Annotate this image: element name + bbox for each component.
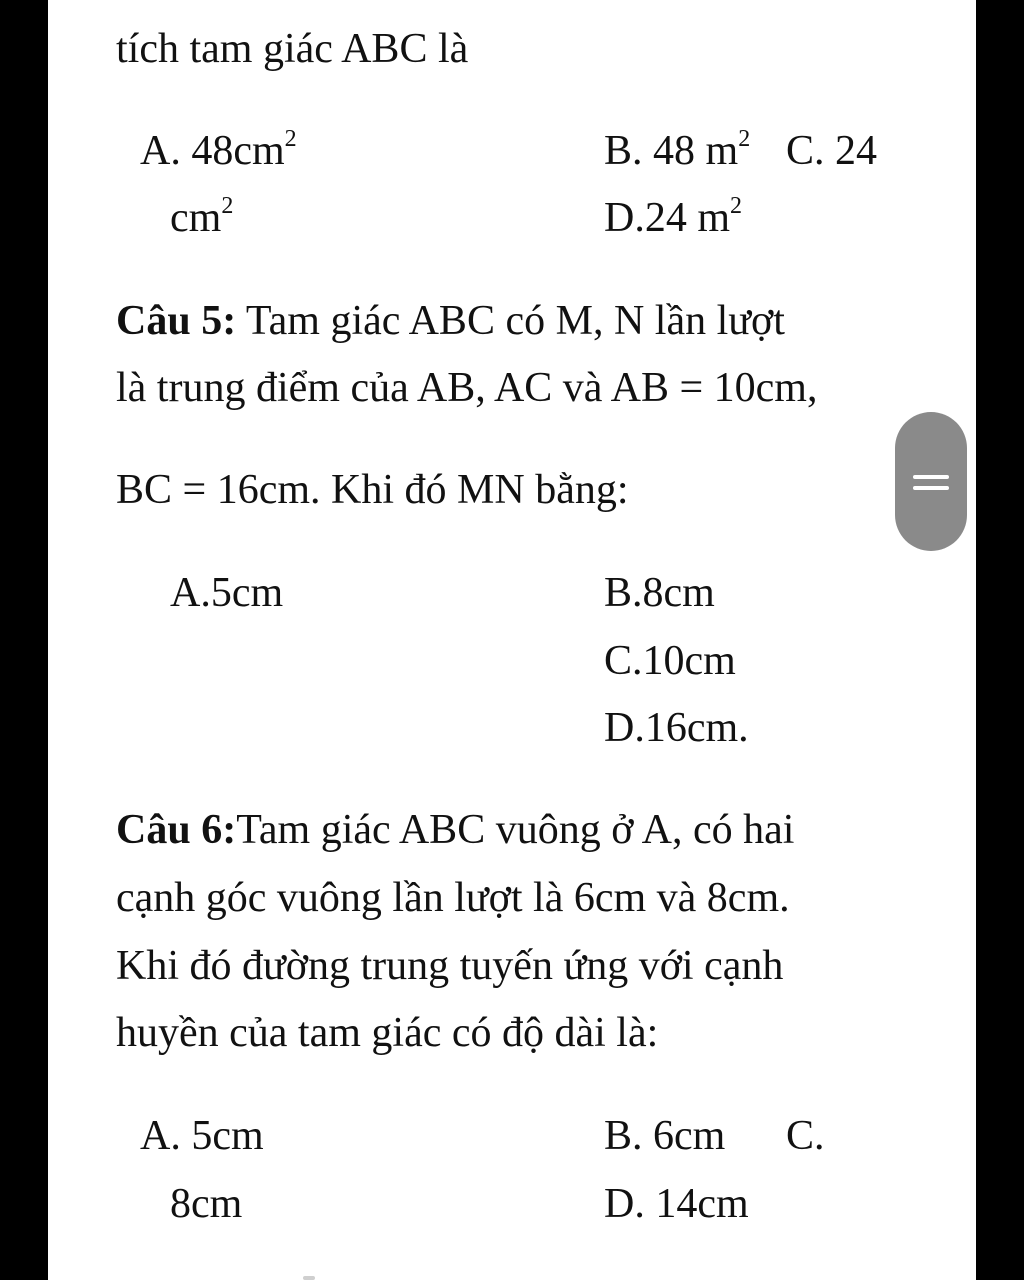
q6-option-c: C.	[786, 1113, 825, 1159]
q5-line-1: Câu 5: Tam giác ABC có M, N lần lượt	[116, 298, 785, 344]
q5-line-3: BC = 16cm. Khi đó MN bằng:	[116, 467, 629, 513]
q5-option-b: B.8cm	[604, 570, 715, 616]
page-edge-mark	[303, 1276, 315, 1280]
q4-option-a: A. $48cm^2$	[140, 126, 297, 174]
q6-line-3: Khi đó đường trung tuyến ứng với cạnh	[116, 943, 784, 989]
q6-option-a: A. 5cm	[140, 1113, 264, 1159]
q6-label: Câu 6:	[116, 807, 237, 853]
intro-line: tích tam giác ABC là	[116, 26, 469, 72]
q6-option-d: D. 14cm	[604, 1181, 749, 1227]
q6-option-c-value: 8cm	[170, 1181, 243, 1227]
q4-option-b: B. 48 $m^2$	[604, 126, 751, 174]
scroll-handle[interactable]	[895, 412, 967, 551]
q5-option-d: D.16cm.	[604, 705, 749, 751]
q5-option-c: C.10cm	[604, 638, 736, 684]
q6-line-1: Câu 6:Tam giác ABC vuông ở A, có hai	[116, 807, 795, 853]
q5-label: Câu 5:	[116, 298, 237, 344]
q6-line-4: huyền của tam giác có độ dài là:	[116, 1010, 659, 1056]
q5-option-a: A.5cm	[170, 570, 284, 616]
q4-option-c-unit: $cm^2$	[170, 193, 234, 241]
q4-option-d: D.24 $m^2$	[604, 193, 742, 241]
q6-option-b: B. 6cm	[604, 1113, 726, 1159]
q6-line-2: cạnh góc vuông lần lượt là 6cm và 8cm.	[116, 875, 790, 921]
q5-line-2: là trung điểm của AB, AC và AB = 10cm,	[116, 365, 818, 411]
q4-option-c: C. 24	[786, 128, 878, 174]
document-page	[48, 0, 976, 1280]
